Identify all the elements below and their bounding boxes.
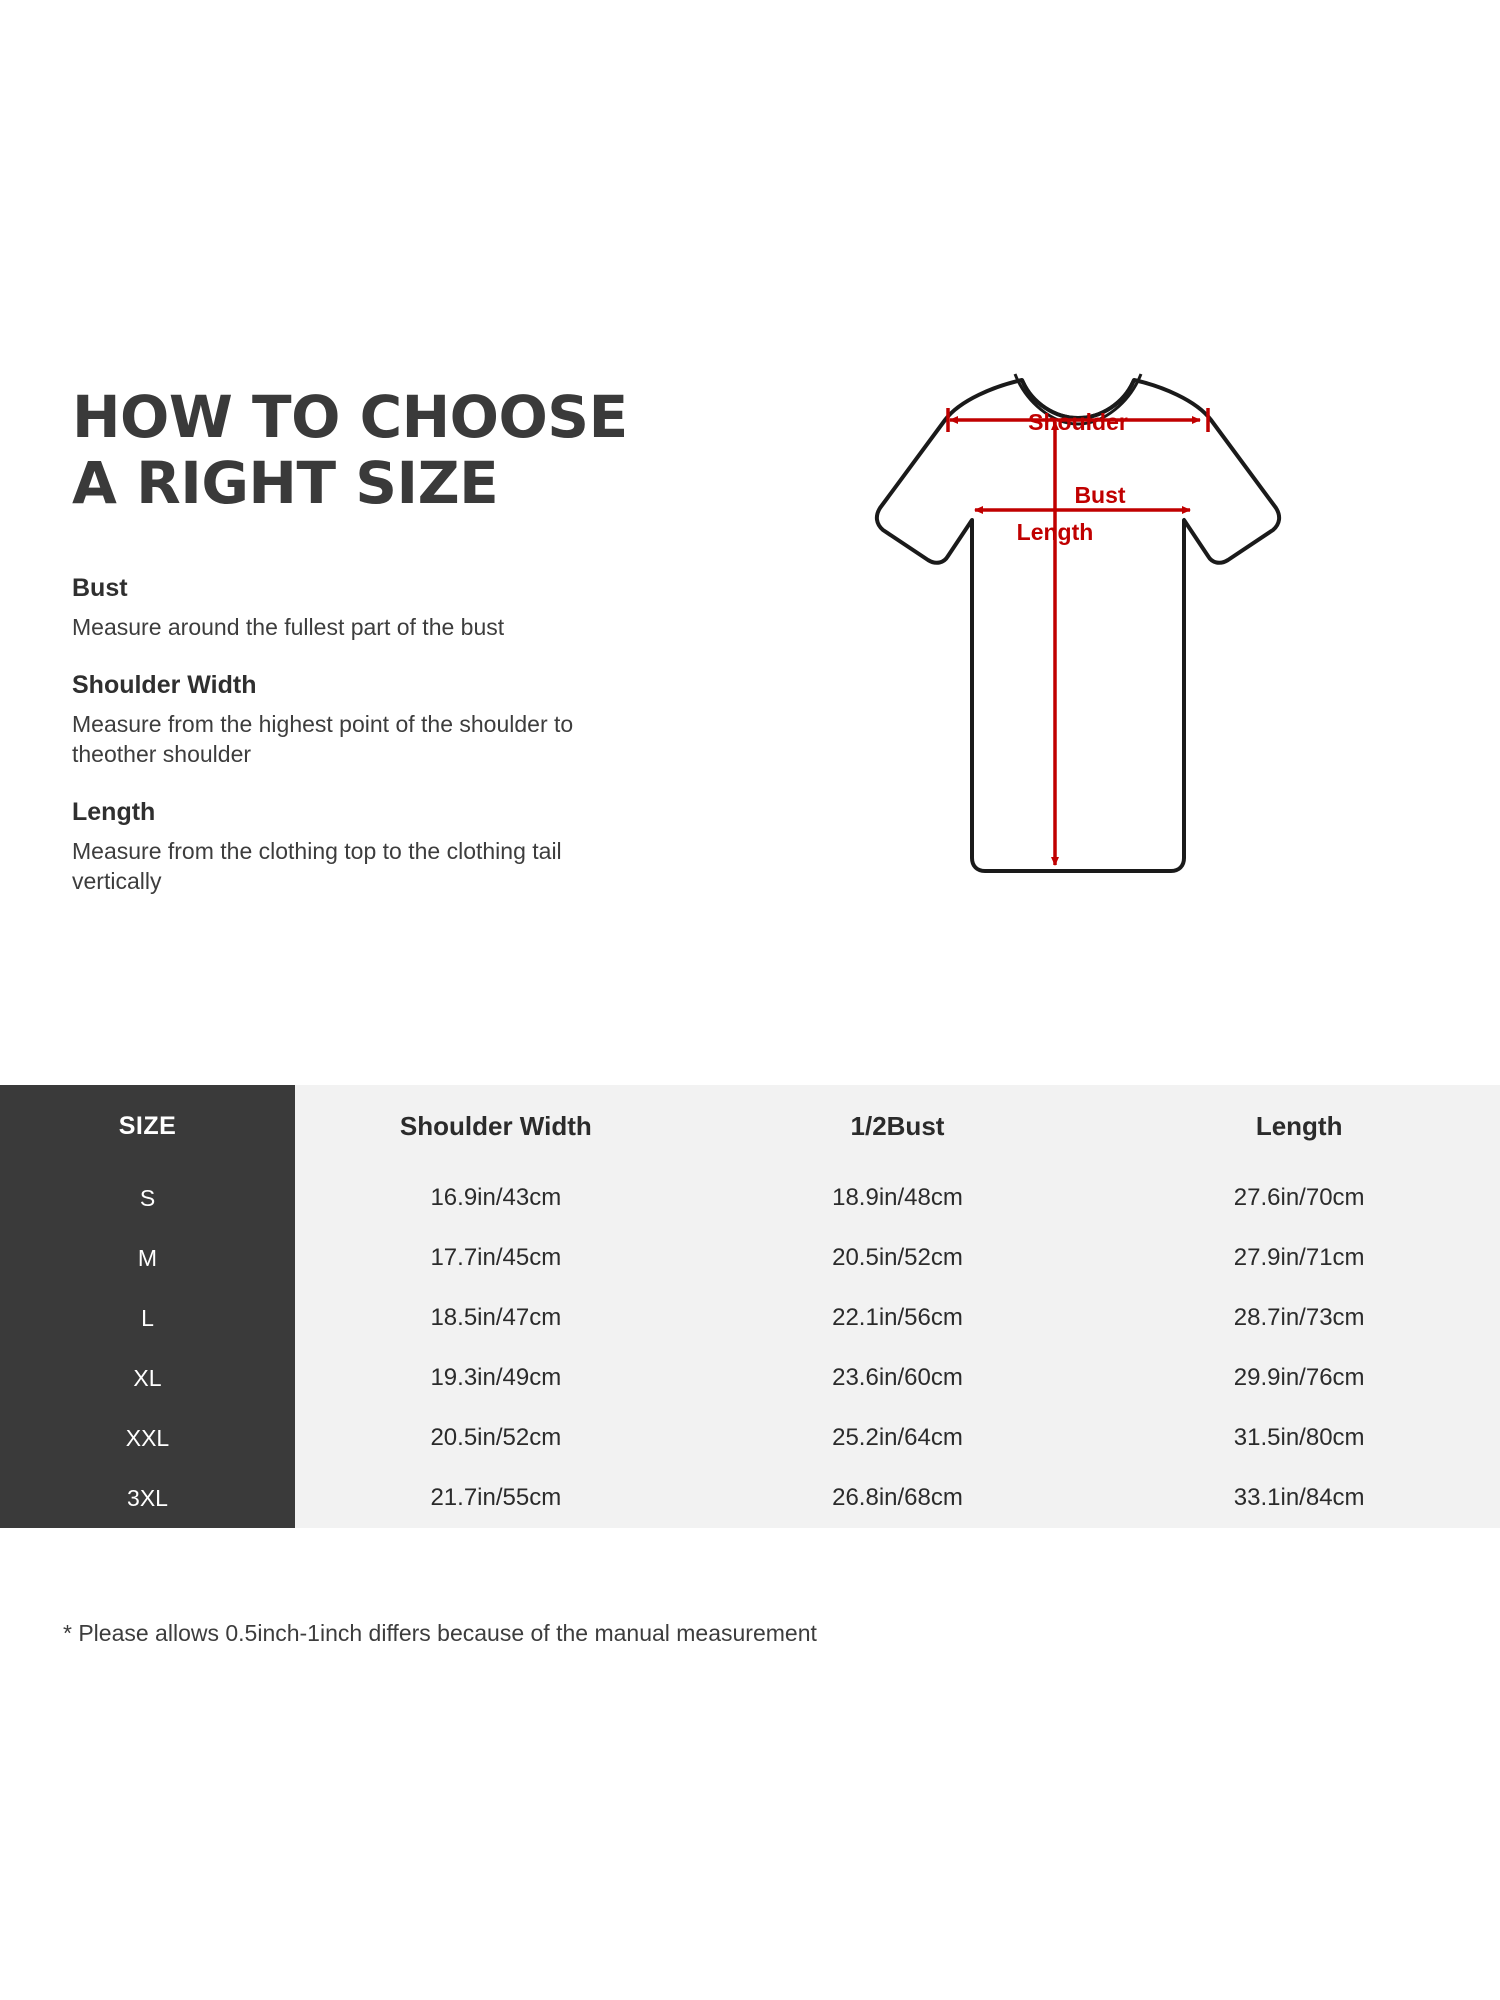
definition-bust-term: Bust: [72, 574, 128, 603]
measurement-instructions: [72, 385, 692, 925]
page-title: [72, 385, 692, 516]
cell-shoulder-width: 21.7in/55cm: [295, 1468, 697, 1528]
cell-size: L: [0, 1288, 295, 1348]
table-row: [0, 1228, 1500, 1288]
cell-length: 28.7in/73cm: [1098, 1288, 1500, 1348]
cell-length: 29.9in/76cm: [1098, 1348, 1500, 1408]
cell-shoulder-width: 16.9in/43cm: [295, 1168, 697, 1228]
cell-size: 3XL: [0, 1468, 295, 1528]
cell-shoulder-width: 19.3in/49cm: [295, 1348, 697, 1408]
table-header-row: [0, 1085, 1500, 1168]
cell-size: S: [0, 1168, 295, 1228]
cell-half-bust: 22.1in/56cm: [697, 1288, 1099, 1348]
cell-length: 27.6in/70cm: [1098, 1168, 1500, 1228]
cell-shoulder-width: 17.7in/45cm: [295, 1228, 697, 1288]
column-header-half-bust: 1/2Bust: [697, 1085, 1099, 1168]
table-row: [0, 1288, 1500, 1348]
page-title-line-1: HOW TO CHOOSE: [72, 383, 628, 451]
column-header-size: SIZE: [0, 1085, 295, 1168]
table-row: [0, 1468, 1500, 1528]
shoulder-label: Shoulder: [1028, 409, 1128, 435]
length-label: Length: [1016, 519, 1094, 545]
definition-length: [72, 798, 692, 897]
cell-length: 31.5in/80cm: [1098, 1408, 1500, 1468]
bust-label: Bust: [1074, 482, 1126, 508]
table-row: [0, 1168, 1500, 1228]
definition-length-desc: Measure from the clothing top to the clothing tail vertically: [72, 837, 562, 895]
definition-bust: [72, 574, 692, 643]
cell-size: XL: [0, 1348, 295, 1408]
column-header-shoulder-width: Shoulder Width: [295, 1085, 697, 1168]
size-chart-table-wrapper: [0, 1085, 1500, 1528]
tshirt-outline-shape: [877, 374, 1279, 871]
table-row: [0, 1408, 1500, 1468]
size-chart-table: [0, 1085, 1500, 1528]
tshirt-measurement-diagram: [760, 360, 1380, 1000]
definition-shoulder-width-desc: Measure from the highest point of the shoulder to theother shoulder: [72, 710, 574, 768]
cell-half-bust: 25.2in/64cm: [697, 1408, 1099, 1468]
cell-half-bust: 18.9in/48cm: [697, 1168, 1099, 1228]
cell-size: M: [0, 1228, 295, 1288]
table-row: [0, 1348, 1500, 1408]
cell-length: 27.9in/71cm: [1098, 1228, 1500, 1288]
cell-size: XXL: [0, 1408, 295, 1468]
definition-bust-desc: Measure around the fullest part of the bust: [72, 614, 505, 641]
cell-half-bust: 20.5in/52cm: [697, 1228, 1099, 1288]
definition-shoulder-width: [72, 671, 692, 770]
column-header-length: Length: [1098, 1085, 1500, 1168]
definition-length-term: Length: [72, 797, 156, 826]
page-title-line-2: A RIGHT SIZE: [72, 448, 499, 517]
cell-half-bust: 26.8in/68cm: [697, 1468, 1099, 1528]
measurement-footnote: * Please allows 0.5inch-1inch differs because of the manual measurement: [63, 1620, 817, 1646]
cell-half-bust: 23.6in/60cm: [697, 1348, 1099, 1408]
cell-shoulder-width: 18.5in/47cm: [295, 1288, 697, 1348]
cell-length: 33.1in/84cm: [1098, 1468, 1500, 1528]
definition-shoulder-width-term: Shoulder Width: [72, 670, 257, 699]
cell-shoulder-width: 20.5in/52cm: [295, 1408, 697, 1468]
